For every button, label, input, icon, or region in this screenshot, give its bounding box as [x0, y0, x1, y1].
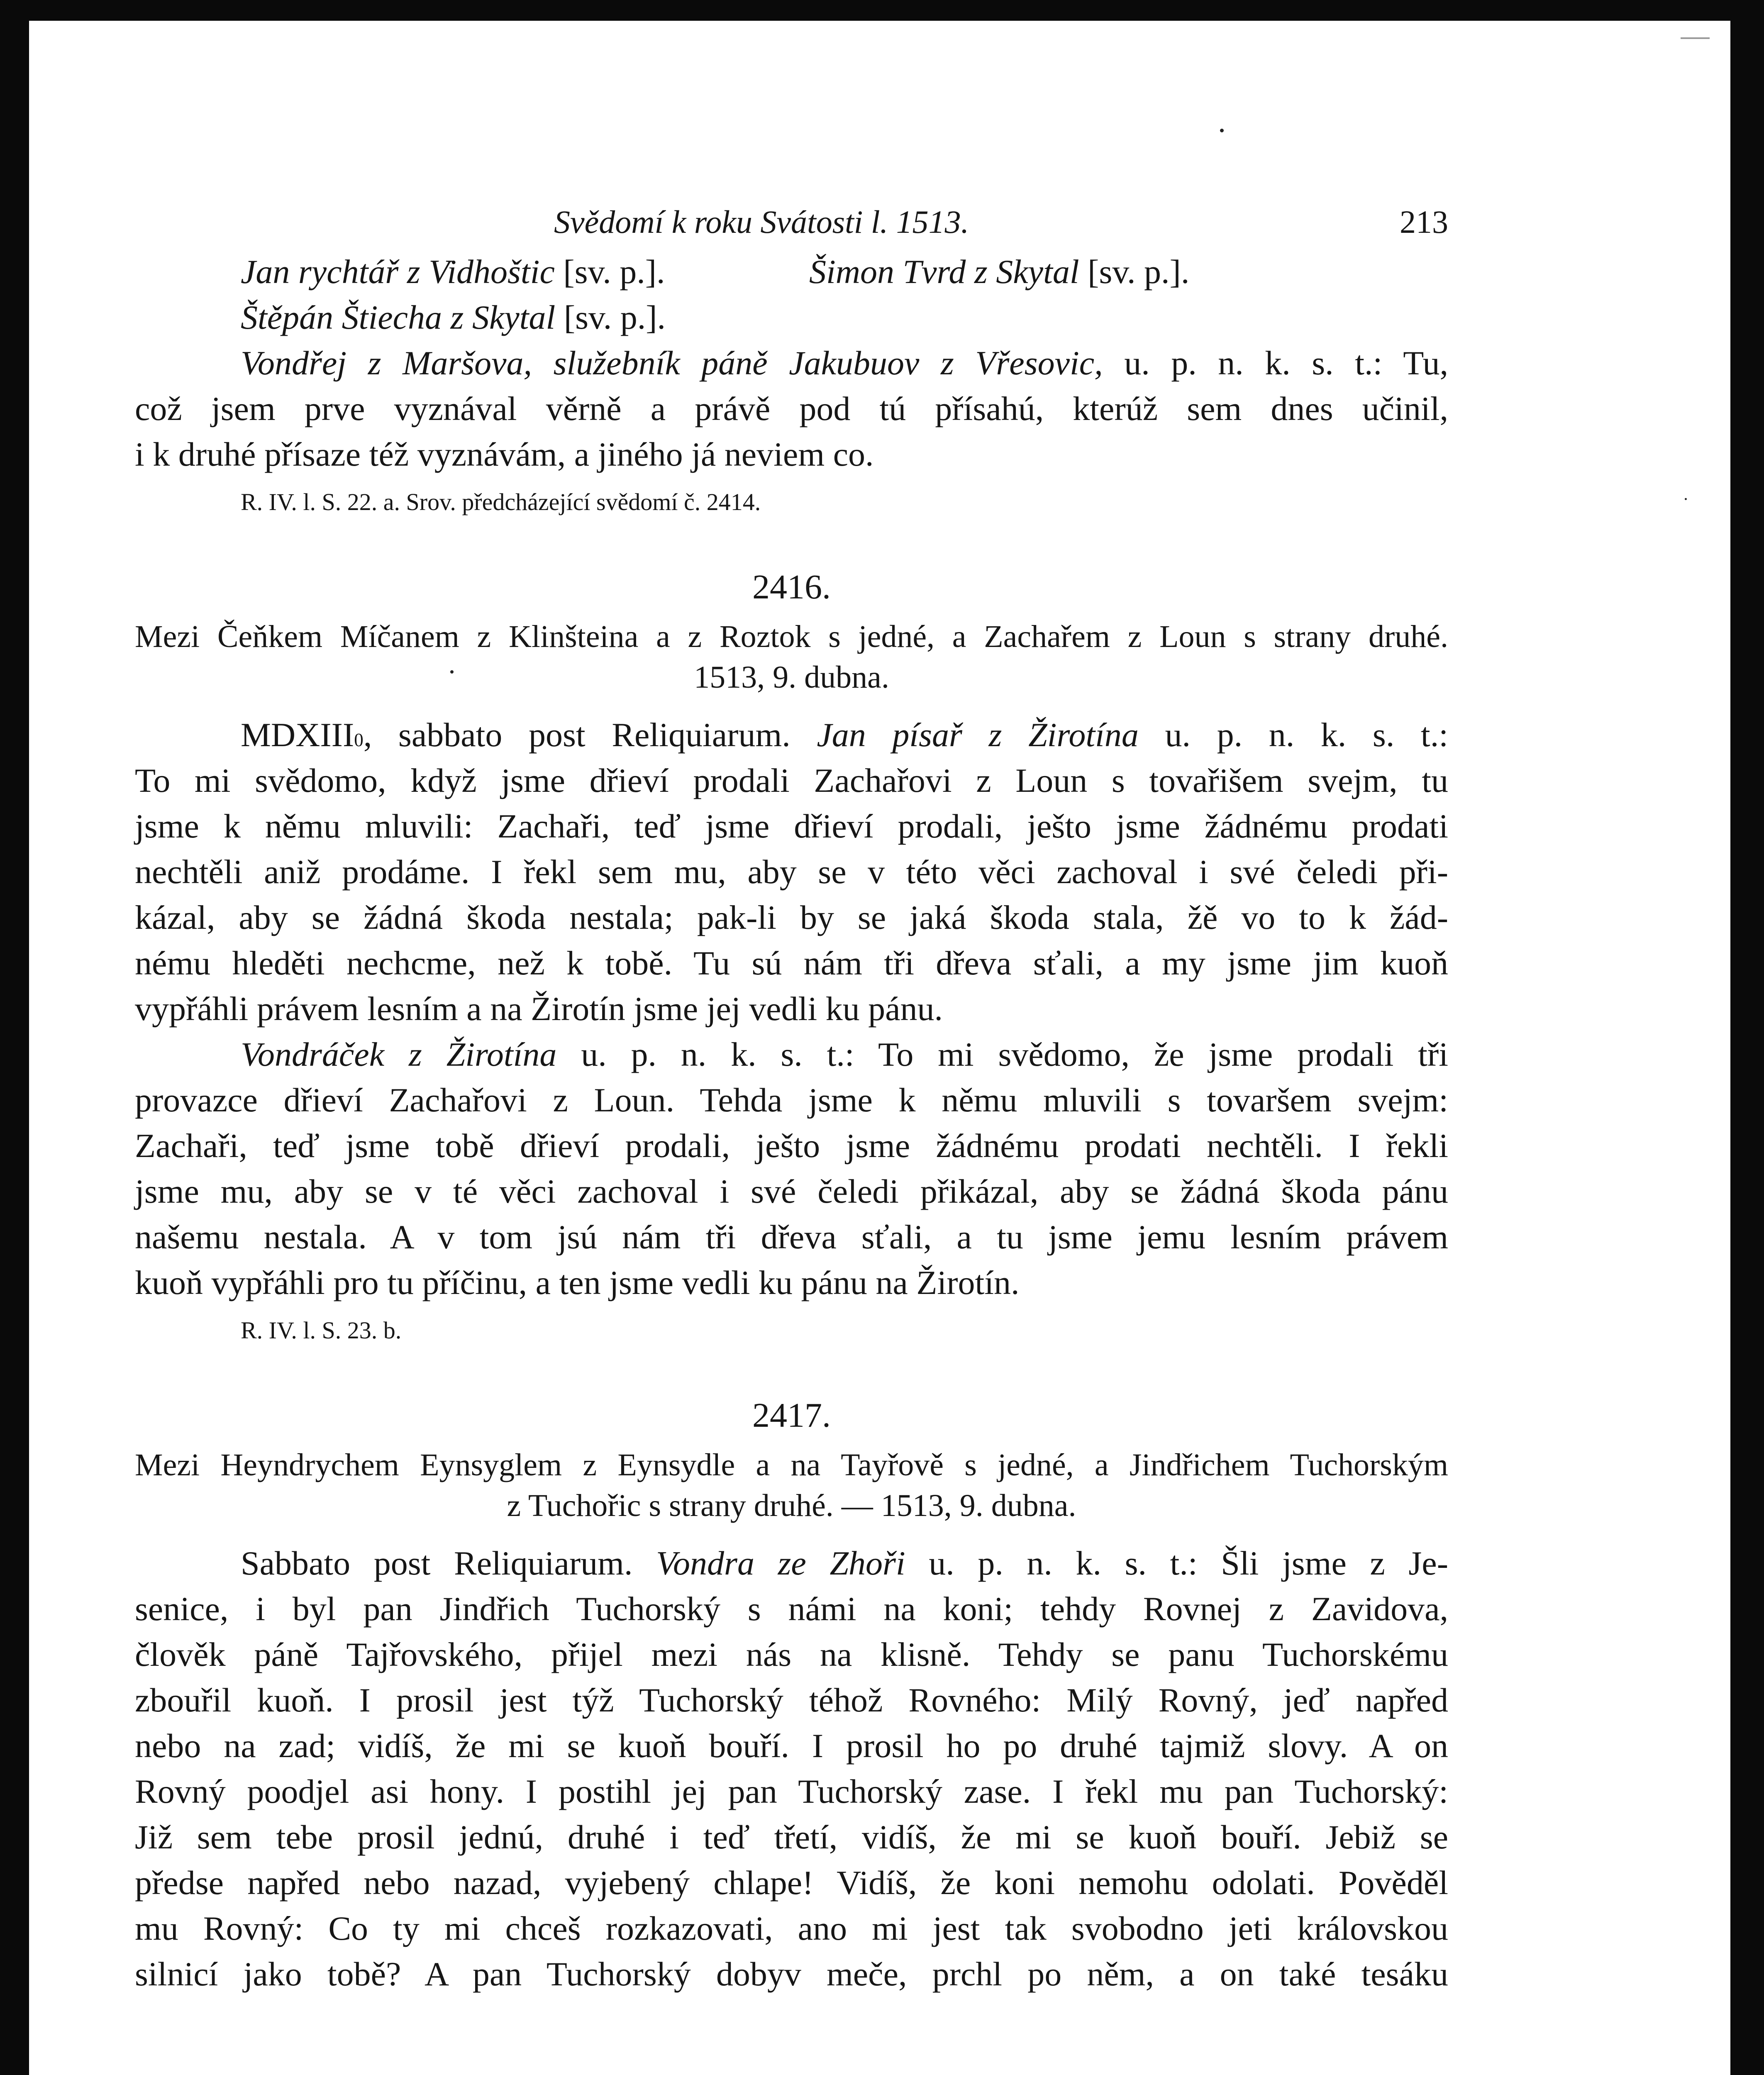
text-line: jsme mu, aby se v té věci zachoval i své čeledi přikázal, aby se žádná škoda pánu	[135, 1172, 1448, 1210]
source-citation: R. IV. l. S. 23. b.	[241, 1317, 402, 1344]
text-line: jsme k němu mluvili: Zachaři, teď jsme dřieví prodali, ješto jsme žádnému prodati	[135, 807, 1448, 845]
text-line: což jsem prve vyznával věrně a právě pod tú přísahú, kterúž sem dnes učinil,	[135, 390, 1448, 427]
text-segment: Sabbato post Reliquiarum.	[241, 1544, 656, 1582]
document-heading: Mezi Čeňkem Míčanem z Klinšteina a z Roztok s jedné, a Zachařem z Loun s strany druhé.	[135, 619, 1448, 654]
text-line: Zachaři, teď jsme tobě dřieví prodali, ješto jsme žádnému prodati nechtěli. I řekli	[135, 1127, 1448, 1164]
text-line: Rovný poodjel asi hony. I postihl jej pan Tuchorský zase. I řekl mu pan Tuchorský:	[135, 1772, 1448, 1810]
witness-name: Šimon Tvrd z Skytal	[809, 253, 1079, 290]
witness-suffix: [sv. p.].	[555, 298, 666, 336]
text-line: To mi svědomo, když jsme dřieví prodali Zachařovi z Loun s tovařišem svejm, tu	[135, 762, 1448, 799]
text-line: Již sem tebe prosil jednú, druhé i teď třetí, vidíš, že mi se kuoň bouří. Jebiž se	[135, 1818, 1448, 1856]
scan-speck	[1220, 129, 1224, 132]
text-line: člověk páně Tajřovského, přijel mezi nás na klisně. Tehdy se panu Tuchorskému	[135, 1636, 1448, 1673]
witness-suffix: [sv. p.].	[554, 253, 665, 290]
text-line: kuoň vypřáhli pro tu příčinu, a ten jsme vedli ku pánu na Žirotín.	[135, 1264, 1020, 1301]
scan-speck	[1681, 37, 1710, 39]
page-number: 213	[1400, 204, 1448, 240]
text-line: nému hleděti nechcme, než k tobě. Tu sú nám tři dřeva sťali, a my jsme jim kuoň	[135, 944, 1448, 982]
text-segment: u. p. n. k. s. t.: Tu,	[1103, 344, 1448, 382]
document-date: z Tuchořic s strany druhé. — 1513, 9. dubna.	[507, 1488, 1076, 1523]
text-line: nechtěli aniž prodáme. I řekl sem mu, aby se v této věci zachoval i své čeledi při-	[135, 853, 1448, 891]
witness-name: Vondra ze Zhoři	[656, 1544, 905, 1582]
book-page	[29, 21, 1730, 2075]
text-segment: u. p. n. k. s. t.: Šli jsme z Je-	[905, 1544, 1448, 1582]
page-content	[135, 191, 1448, 1997]
text-line: i k druhé přísaze též vyznávám, a jiného já neviem co.	[135, 435, 874, 473]
document-date: 1513, 9. dubna.	[694, 660, 889, 695]
witness-entry	[241, 249, 665, 295]
text-segment: , sabbato post Reliquiarum.	[363, 716, 817, 754]
text-line: nebo na zad; vidíš, že mi se kuoň bouří. I prosil ho po druhé tajmiž slovy. A on	[135, 1727, 1448, 1765]
text-line: našemu nestala. A v tom jsú nám tři dřeva sťali, a tu jsme jemu lesním právem	[135, 1218, 1448, 1256]
text-line: předse napřed nebo nazad, vyjebený chlape! Vidíš, že koni nemohu odolati. Pověděl	[135, 1864, 1448, 1902]
witness-name: Štěpán Štiecha z Skytal	[241, 298, 556, 336]
witness-entry	[809, 249, 1189, 295]
text-line	[135, 1032, 1448, 1077]
witness-name: Jan rychtář z Vidhoštic	[241, 253, 555, 290]
running-head-title: Svědomí k roku Svátosti l. 1513.	[554, 204, 969, 240]
text-line: kázal, aby se žádná škoda nestala; pak-li by se jaká škoda stala, žě vo to k žád-	[135, 898, 1448, 936]
witness-entry	[135, 295, 1448, 340]
document-number: 2417.	[752, 1396, 831, 1435]
running-head	[135, 191, 1448, 249]
document-number: 2416.	[752, 568, 831, 606]
text-segment: u. p. n. k. s. t.:	[1138, 716, 1448, 754]
spacer	[135, 1526, 1448, 1540]
text-segment: u. p. n. k. s. t.: To mi svědomo, že jsme prodali tři	[556, 1035, 1449, 1073]
text-segment: MDXIII	[241, 716, 354, 754]
text-line	[135, 1540, 1448, 1586]
text-line: senice, i byl pan Jindřich Tuchorský s námi na koni; tehdy Rovnej z Zavidova,	[135, 1590, 1448, 1628]
text-line: provazce dřieví Zachařovi z Loun. Tehda jsme k němu mluvili s tovaršem svejm:	[135, 1081, 1448, 1119]
witness-name: Vondráček z Žirotína	[241, 1035, 557, 1073]
source-citation: R. IV. l. S. 22. a. Srov. předcházející svědomí č. 2414.	[241, 488, 761, 515]
text-line	[135, 712, 1448, 758]
superscript: 0	[354, 730, 364, 750]
text-line: silnicí jako tobě? A pan Tuchorský dobyv meče, prchl po něm, a on také tesáku	[135, 1955, 1448, 1993]
witness-suffix: [sv. p.].	[1079, 253, 1190, 290]
text-line: zbouřil kuoň. I prosil jest týž Tuchorský téhož Rovného: Milý Rovný, jeď napřed	[135, 1681, 1448, 1719]
document-heading: Mezi Heyndrychem Eynsyglem z Eynsydle a na Tayřově s jedné, a Jindřichem Tuchorským	[135, 1448, 1448, 1482]
spacer	[135, 698, 1448, 712]
scan-speck	[1685, 498, 1687, 500]
text-line	[135, 340, 1448, 386]
witness-row	[135, 249, 1448, 295]
witness-name: Jan písař z Žirotína	[817, 716, 1139, 754]
text-line: vypřáhli právem lesním a na Žirotín jsme jej vedli ku pánu.	[135, 990, 943, 1028]
witness-name: Vondřej z Maršova, služebník páně Jakubuov z Vřesovic,	[241, 344, 1103, 382]
text-line: mu Rovný: Co ty mi chceš rozkazovati, ano mi jest tak svobodno jeti královskou	[135, 1909, 1448, 1947]
